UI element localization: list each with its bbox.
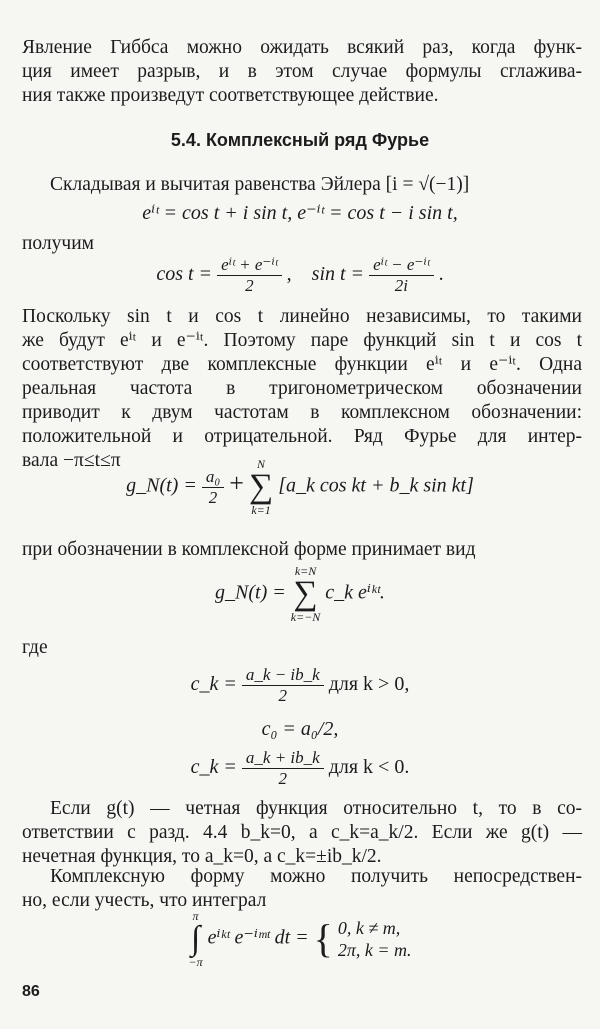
a0-denominator: 2 <box>208 487 218 507</box>
integral-cases <box>338 917 412 961</box>
cos-numerator: eⁱᵗ + e⁻ⁱᵗ <box>217 255 282 276</box>
sigma-icon: ∑ <box>248 468 274 505</box>
sum-symbol <box>249 458 273 516</box>
p4-line-3: нечетная функция, то a_k=0, а c_k=±ib_k/2. <box>22 846 382 867</box>
intro-line-1: Явление Гиббса можно ожидать всякий раз, когда функ- <box>22 37 582 58</box>
case-equal: 2π, k = m. <box>337 940 412 960</box>
cos-lhs: cos t = <box>156 263 213 286</box>
p2-line-6: положительной и отрицательной. Ряд Фурье для интер- <box>22 426 582 447</box>
ck1-fraction <box>242 665 324 706</box>
sin-denominator: 2i <box>394 276 408 295</box>
formula-orthogonality-integral <box>0 910 600 968</box>
left-brace-icon: { <box>313 916 333 961</box>
p5-line-2: но, если учесть, что интеграл <box>22 890 267 911</box>
integral-icon: ∫ <box>190 920 201 957</box>
complex-sum-lower: k=−N <box>290 610 321 624</box>
ck1-condition: для k > 0, <box>328 673 410 696</box>
ck1-numerator: a_k − ib_k <box>242 665 324 686</box>
ck2-lhs: c_k = <box>190 756 237 779</box>
sin-numerator: eⁱᵗ − e⁻ⁱᵗ <box>369 255 434 276</box>
ck2-condition: для k < 0. <box>328 756 410 779</box>
integral-upper-limit: π <box>192 909 199 923</box>
formula-c0: c₀ = a₀/2, <box>261 718 339 740</box>
p5-line-1: Комплексную форму можно получить непосредствен- <box>50 866 582 887</box>
series-rhs: [a_k cos kt + b_k sin kt] <box>278 474 474 497</box>
ck2-denominator: 2 <box>278 769 288 788</box>
intro-line-2: ция имеет разрыв, и в этом случае формулы сглажива- <box>22 61 582 82</box>
p2-line-4: реальная частота в тригонометрическом обозначении <box>22 378 582 399</box>
euler-equations: eⁱᵗ = cos t + i sin t, e⁻ⁱᵗ = cos t − i sin t, <box>142 202 458 224</box>
sum-lower-limit: k=1 <box>251 503 271 517</box>
sum-upper-limit: N <box>257 457 266 471</box>
sin-end: . <box>438 263 444 286</box>
p2-line-5: приводит к двум частотам в комплексном обозначении: <box>22 402 582 423</box>
euler-intro-line: Складывая и вычитая равенства Эйлера [i = √(−1)] <box>50 174 470 195</box>
formula-cos-sin <box>0 255 600 296</box>
cos-denominator: 2 <box>245 276 254 295</box>
p2-line-3: соответствуют две комплексные функции eⁱᵗ и e⁻ⁱᵗ. Одна <box>22 354 582 375</box>
complex-sum-upper: k=N <box>294 564 317 578</box>
p2-line-1: Поскольку sin t и cos t линейно независимы, то такими <box>22 306 582 327</box>
p4-line-2: ответствии с разд. 4.4 b_k=0, а c_k=a_k/2. Если же g(t) — <box>22 822 582 843</box>
complex-sigma-icon: ∑ <box>293 575 318 612</box>
section-title: 5.4. Комплексный ряд Фурье <box>170 130 430 150</box>
obtain-text: получим <box>22 233 94 254</box>
integral-lower-limit: −π <box>188 955 203 969</box>
ck2-fraction <box>242 748 324 789</box>
p2-line-2: же будут eⁱᵗ и e⁻ⁱᵗ. Поэтому паре функций sin t и cos t <box>22 330 582 351</box>
a0-fraction <box>202 467 224 508</box>
formula-fourier-series <box>0 458 600 516</box>
series-lhs: g_N(t) = <box>126 474 197 497</box>
formula-ck-negative <box>0 748 600 789</box>
complex-sum-symbol <box>291 565 321 623</box>
plus-sign: + <box>229 468 244 498</box>
a0-numerator: a₀ <box>202 467 224 488</box>
ck2-numerator: a_k + ib_k <box>242 748 324 769</box>
cos-fraction <box>217 255 282 296</box>
p2-line-7: вала −π≤t≤π <box>22 450 121 471</box>
integrand: eⁱᵏᵗ e⁻ⁱᵐᵗ dt = <box>207 926 309 949</box>
complex-form-text: при обозначении в комплексной форме принимает вид <box>22 539 476 560</box>
integral-symbol <box>188 910 202 968</box>
ck1-lhs: c_k = <box>190 673 237 696</box>
where-text: где <box>22 637 48 658</box>
complex-rhs: c_k eⁱᵏᵗ. <box>325 581 385 604</box>
formula-ck-positive <box>0 665 600 706</box>
ck1-denominator: 2 <box>278 686 288 705</box>
intro-line-3: ния также произведут соответствующее действие. <box>22 85 439 106</box>
formula-complex-series <box>0 565 600 623</box>
cos-separator: , <box>286 263 292 286</box>
page-number: 86 <box>22 983 40 1000</box>
case-not-equal: 0, k ≠ m, <box>337 918 401 938</box>
p4-line-1: Если g(t) — четная функция относительно t, то в со- <box>50 798 582 819</box>
complex-lhs: g_N(t) = <box>215 581 286 604</box>
sin-lhs: sin t = <box>311 263 365 286</box>
sin-fraction <box>369 255 434 296</box>
